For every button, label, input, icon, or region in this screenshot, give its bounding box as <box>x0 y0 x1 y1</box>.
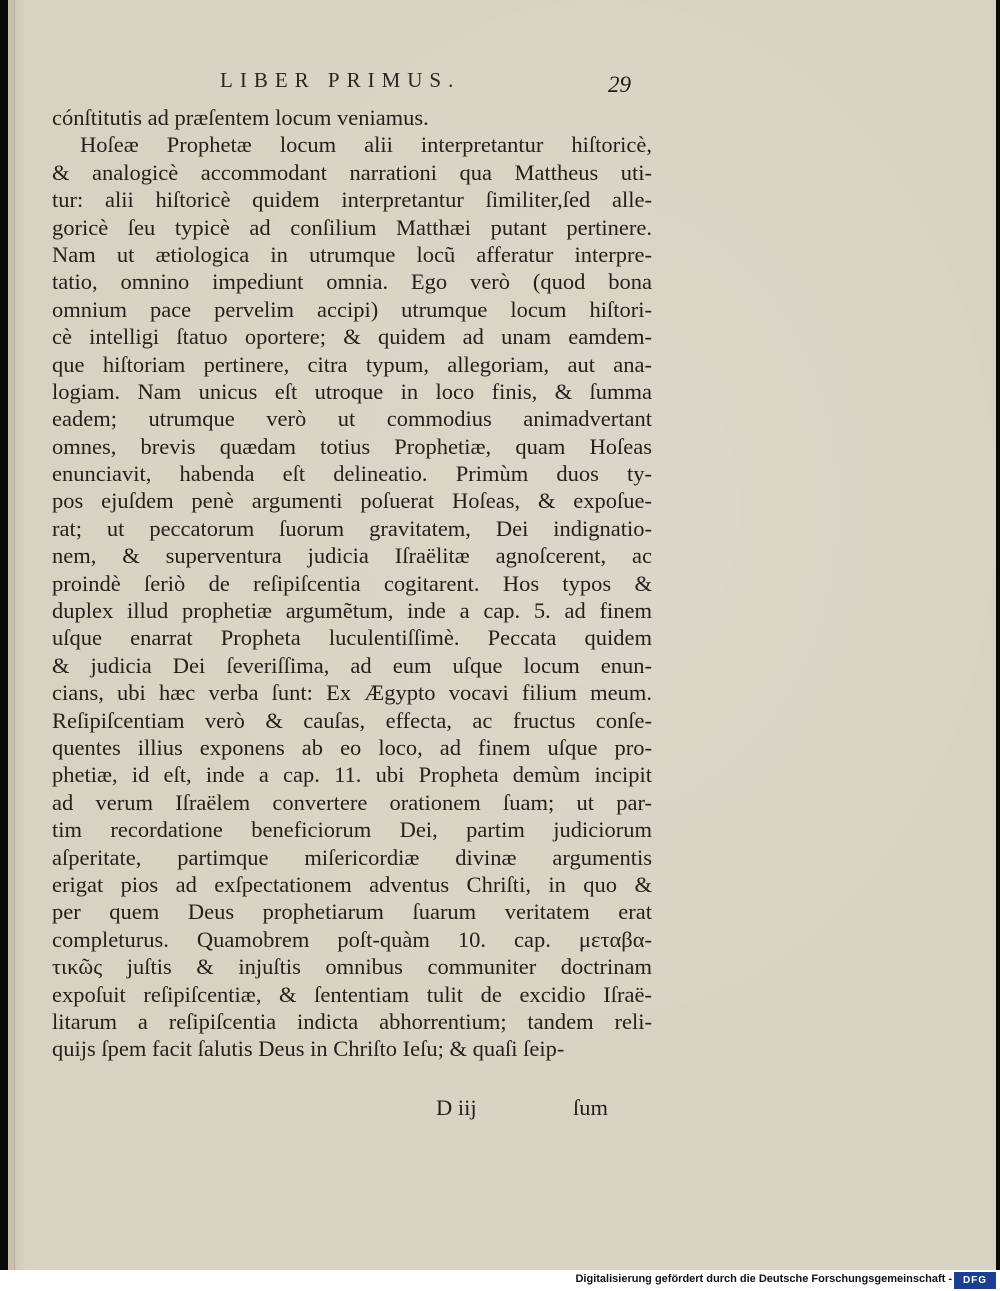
text-line: tur: alii hiſtoricè quidem interpretantur ſimiliter,ſed alle- <box>52 187 652 213</box>
text-line: cónſtitutis ad præſentem locum veniamus. <box>52 105 429 130</box>
credit-bar <box>0 1270 1000 1291</box>
text-line: cè intelligi ſtatuo oportere; & quidem ad unam eamdem- <box>52 324 652 350</box>
text-line: expoſuit reſipiſcentiæ, & ſententiam tulit de excidio Iſraë- <box>52 981 652 1007</box>
text-line: proindè ſeriò de reſipiſcentia cogitarent. Hos typos & <box>52 570 652 596</box>
dfg-logo-icon: DFG <box>954 1272 996 1289</box>
text-line: Nam ut ætiologica in utrumque locũ afferatur interpre- <box>52 241 652 267</box>
text-line: erigat pios ad exſpectationem adventus Chriſti, in quo & <box>52 871 652 897</box>
text-line: & analogicè accommodant narrationi qua Mattheus uti- <box>52 159 652 185</box>
signature-mark: D iij <box>436 1095 477 1120</box>
text-line: tim recordatione beneficiorum Dei, partim judiciorum <box>52 817 652 843</box>
page-number: 29 <box>608 72 631 97</box>
text-line: Reſipiſcentiam verò & cauſas, effecta, ac fructus conſe- <box>52 707 652 733</box>
text-line: duplex illud prophetiæ argumẽtum, inde a cap. 5. ad finem <box>52 598 652 624</box>
text-line: quentes illius exponens ab eo loco, ad finem uſque pro- <box>52 734 652 760</box>
book-page <box>8 0 996 1270</box>
text-line: completurus. Quamobrem poſt-quàm 10. cap. μεταβα- <box>52 926 652 952</box>
text-line: Hoſeæ Prophetæ locum alii interpretantur hiſtoricè, <box>80 132 652 158</box>
text-line: τικῶς juſtis & injuſtis omnibus communiter doctrinam <box>52 954 652 980</box>
text-line: cians, ubi hæc verba ſunt: Ex Ægypto vocavi filium meum. <box>52 680 652 706</box>
gutter-strip <box>8 0 15 1270</box>
text-line: enunciavit, habenda eſt delineatio. Primùm duos ty- <box>52 461 652 487</box>
text-line: omnium pace pervelim accipi) utrumque locum hiſtori- <box>52 296 652 322</box>
text-line: pos ejuſdem penè argumenti poſuerat Hoſeas, & expoſue- <box>52 488 652 514</box>
text-line: tatio, omnino impediunt omnia. Ego verò (quod bona <box>52 269 652 295</box>
text-line: eadem; utrumque verò ut commodius animadvertant <box>52 406 652 432</box>
text-line: aſperitate, partimque miſericordiæ divinæ argumentis <box>52 844 652 870</box>
text-line: per quem Deus prophetiarum ſuarum veritatem erat <box>52 899 652 925</box>
text-line: rat; ut peccatorum ſuorum gravitatem, Dei indignatio- <box>52 515 652 541</box>
text-line: & judicia Dei ſeveriſſima, ad eum uſque locum enun- <box>52 652 652 678</box>
body-text <box>52 104 652 1063</box>
page-header <box>8 68 996 108</box>
text-line: litarum a reſipiſcentia indicta abhorrentium; tandem reli- <box>52 1008 652 1034</box>
text-line: goricè ſeu typicè ad conſilium Matthæi putant pertinere. <box>52 214 652 240</box>
text-line: phetiæ, id eſt, inde a cap. 11. ubi Propheta demùm incipit <box>52 762 652 788</box>
text-line: uſque enarrat Propheta luculentiſſimè. Peccata quidem <box>52 625 652 651</box>
catchword: ſum <box>573 1095 609 1120</box>
text-line: omnes, brevis quædam totius Prophetiæ, quam Hoſeas <box>52 433 652 459</box>
text-line: que hiſtoriam pertinere, citra typum, allegoriam, aut ana- <box>52 351 652 377</box>
running-head: LIBER PRIMUS. <box>220 68 461 92</box>
text-line: ad verum Iſraëlem convertere orationem ſuam; ut par- <box>52 789 652 815</box>
text-line: logiam. Nam unicus eſt utroque in loco finis, & ſumma <box>52 378 652 404</box>
text-line: nem, & superventura judicia Iſraëlitæ agnoſcerent, ac <box>52 543 652 569</box>
funding-credit: Digitalisierung gefördert durch die Deutsche Forschungsgemeinschaft - <box>575 1273 952 1285</box>
page-footer <box>8 1095 996 1125</box>
text-line: quijs ſpem facit ſalutis Deus in Chriſto Ieſu; & quaſi ſeip- <box>52 1036 565 1062</box>
